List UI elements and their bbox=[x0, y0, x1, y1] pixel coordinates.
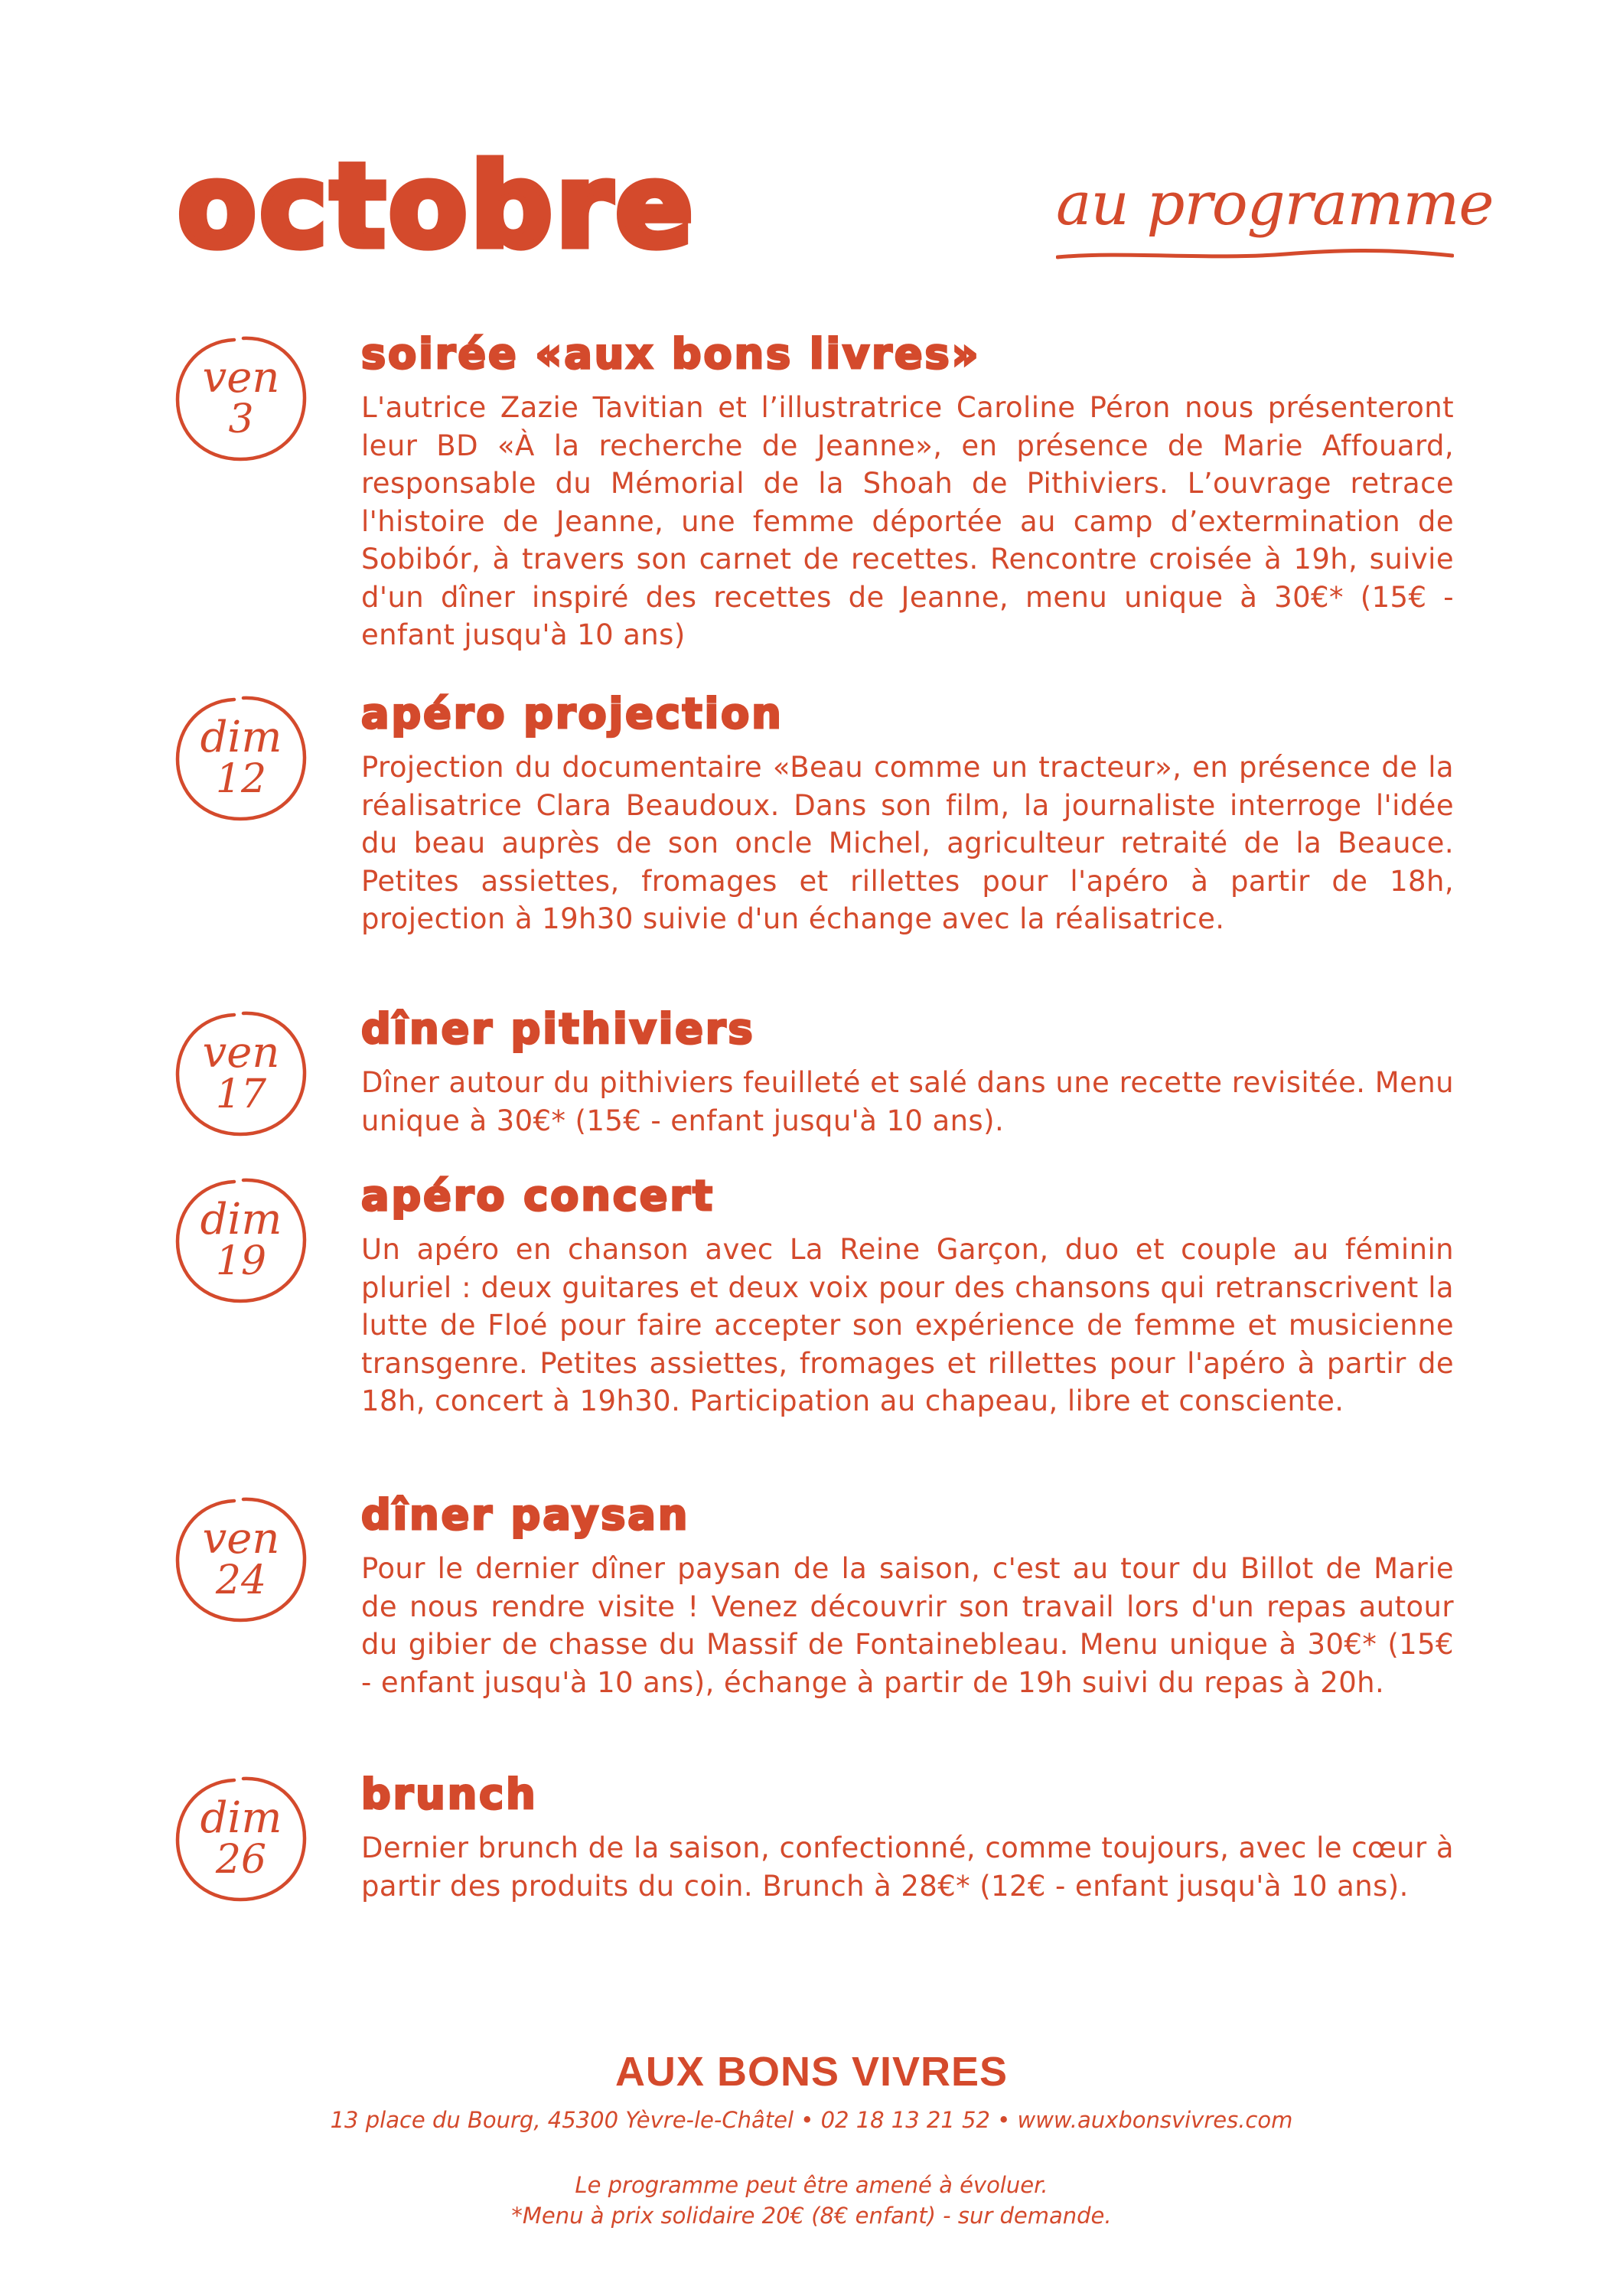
event-date: 19 bbox=[215, 1238, 267, 1284]
date-badge bbox=[173, 693, 309, 823]
event-day: dim bbox=[200, 713, 282, 762]
footer bbox=[0, 2051, 1623, 2231]
event-day: ven bbox=[202, 1028, 280, 1078]
event-description: Projection du documentaire «Beau comme un tracteur», en présence de la réalisatrice Clara Beaudoux. Dans son film, la journaliste interroge l'idée du beau auprès de son oncle Michel, agriculteur retraité de la Beauce. Petites assiettes, fromages et rillettes pour l'apéro à partir de 18h, projection à 19h30 suivie d'un échange avec la réalisatrice. bbox=[361, 751, 1454, 935]
event-day: dim bbox=[200, 1793, 282, 1843]
date-badge bbox=[173, 1009, 309, 1139]
event-date: 17 bbox=[215, 1071, 267, 1117]
program-change-note: Le programme peut être amené à évoluer. bbox=[575, 2172, 1048, 2198]
venue-name: AUX BONS VIVRES bbox=[614, 2049, 1009, 2095]
event-description: Dernier brunch de la saison, confectionné, comme toujours, avec le cœur à partir des produits du coin. Brunch à 28€* (12€ - enfant jusqu'à 10 ans). bbox=[361, 1831, 1454, 1903]
event-title: brunch bbox=[361, 1770, 538, 1818]
event-title: apéro concert bbox=[361, 1172, 715, 1220]
event-description: Dîner autour du pithiviers feuilleté et salé dans une recette revisitée. Menu unique à 30€* (15€ - enfant jusqu'à 10 ans). bbox=[361, 1066, 1454, 1137]
date-badge bbox=[173, 1176, 309, 1306]
date-badge bbox=[173, 1774, 309, 1904]
event-title: dîner paysan bbox=[361, 1491, 690, 1539]
event-date: 3 bbox=[228, 396, 254, 442]
event-description: Pour le dernier dîner paysan de la saison, c'est au tour du Billot de Marie de nous rendre visite ! Venez découvrir son travail lors d'un repas autour du gibier de chasse du Massif de Fontainebleau. Menu unique à 30€* (15€ - enfant jusqu'à 10 ans), échange à partir de 19h suivi du repas à 20h. bbox=[361, 1552, 1454, 1699]
program-tagline: au programme bbox=[1056, 170, 1494, 239]
event-day: dim bbox=[200, 1195, 282, 1244]
event-day: ven bbox=[202, 353, 280, 403]
date-badge bbox=[173, 1495, 309, 1625]
event-title: dîner pithiviers bbox=[361, 1005, 755, 1053]
event-title: soirée «aux bons livres» bbox=[361, 330, 981, 378]
event-description: Un apéro en chanson avec La Reine Garçon, duo et couple au féminin pluriel : deux guitares et deux voix pour des chansons qui retranscrivent la lutte de Floé pour faire accepter son expérience de femme et musicienne transgenre. Petites assiettes, fromages et rillettes pour l'apéro à partir de 18h, concert à 19h30. Participation au chapeau, libre et consciente. bbox=[361, 1233, 1454, 1417]
event-description: L'autrice Zazie Tavitian et l’illustratrice Caroline Péron nous présenteront leur BD «À la recherche de Jeanne», en présence de Marie Affouard, responsable du Mémorial de la Shoah de Pithiviers. L’ouvrage retrace l'histoire de Jeanne, une femme déportée au camp d’extermination de Sobibór, à travers son carnet de recettes. Rencontre croisée à 19h, suivie d'un dîner inspiré des recettes de Jeanne, menu unique à 30€* (15€ - enfant jusqu'à 10 ans) bbox=[361, 391, 1454, 651]
solidarity-price-note: *Menu à prix solidaire 20€ (8€ enfant) - sur demande. bbox=[511, 2203, 1112, 2229]
event-date: 24 bbox=[215, 1557, 267, 1603]
footer-notes bbox=[0, 2170, 1623, 2231]
month-title: octobre bbox=[178, 140, 696, 273]
event-day: ven bbox=[202, 1514, 280, 1564]
event-date: 26 bbox=[215, 1837, 267, 1883]
event-date: 12 bbox=[215, 756, 267, 802]
tagline-underline bbox=[1056, 243, 1454, 266]
event-title: apéro projection bbox=[361, 690, 784, 738]
venue-address: 13 place du Bourg, 45300 Yèvre-le-Châtel • 02 18 13 21 52 • www.auxbonsvivres.com bbox=[330, 2107, 1293, 2133]
date-badge bbox=[173, 334, 309, 464]
